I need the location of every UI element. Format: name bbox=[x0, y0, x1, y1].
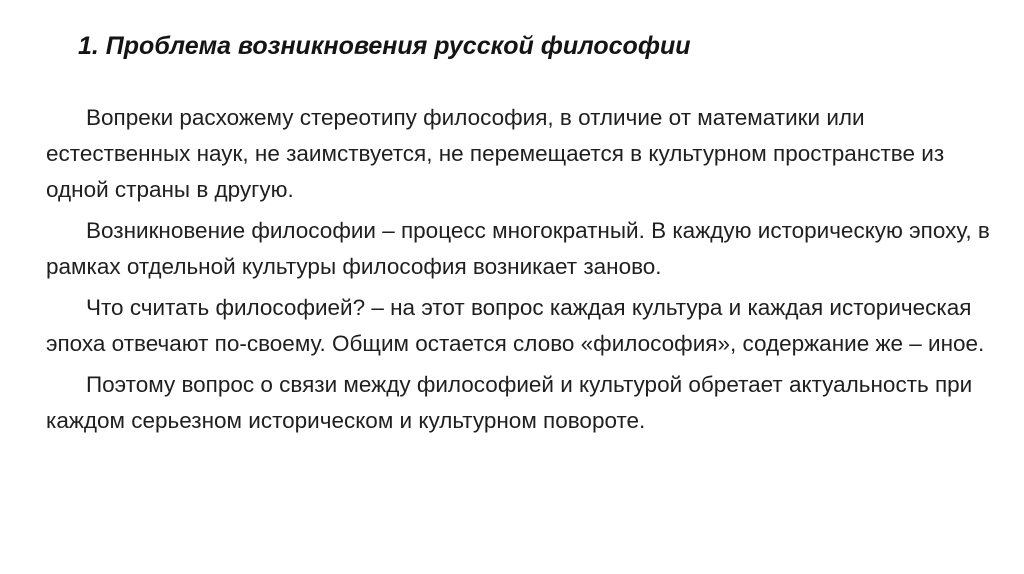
paragraph-2: Возникновение философии – процесс многократный. В каждую историческую эпоху, в рамках отдельной культуры философия возникает заново. bbox=[46, 218, 990, 279]
paragraph-4: Поэтому вопрос о связи между философией и культурой обретает актуальность при каждом серьезном историческом и культурном повороте. bbox=[46, 372, 973, 433]
slide-body bbox=[46, 100, 996, 444]
paragraph-1: Вопреки расхожему стереотипу философия, в отличие от математики или естественных наук, не заимствуется, не перемещается в культурном пространстве из одной страны в другую. bbox=[46, 105, 945, 202]
slide-title: 1. Проблема возникновения русской философии bbox=[78, 32, 691, 60]
paragraph-3: Что считать философией? – на этот вопрос каждая культура и каждая историческая эпоха отвечают по-своему. Общим остается слово «философия», содержание же – иное. bbox=[46, 295, 985, 356]
